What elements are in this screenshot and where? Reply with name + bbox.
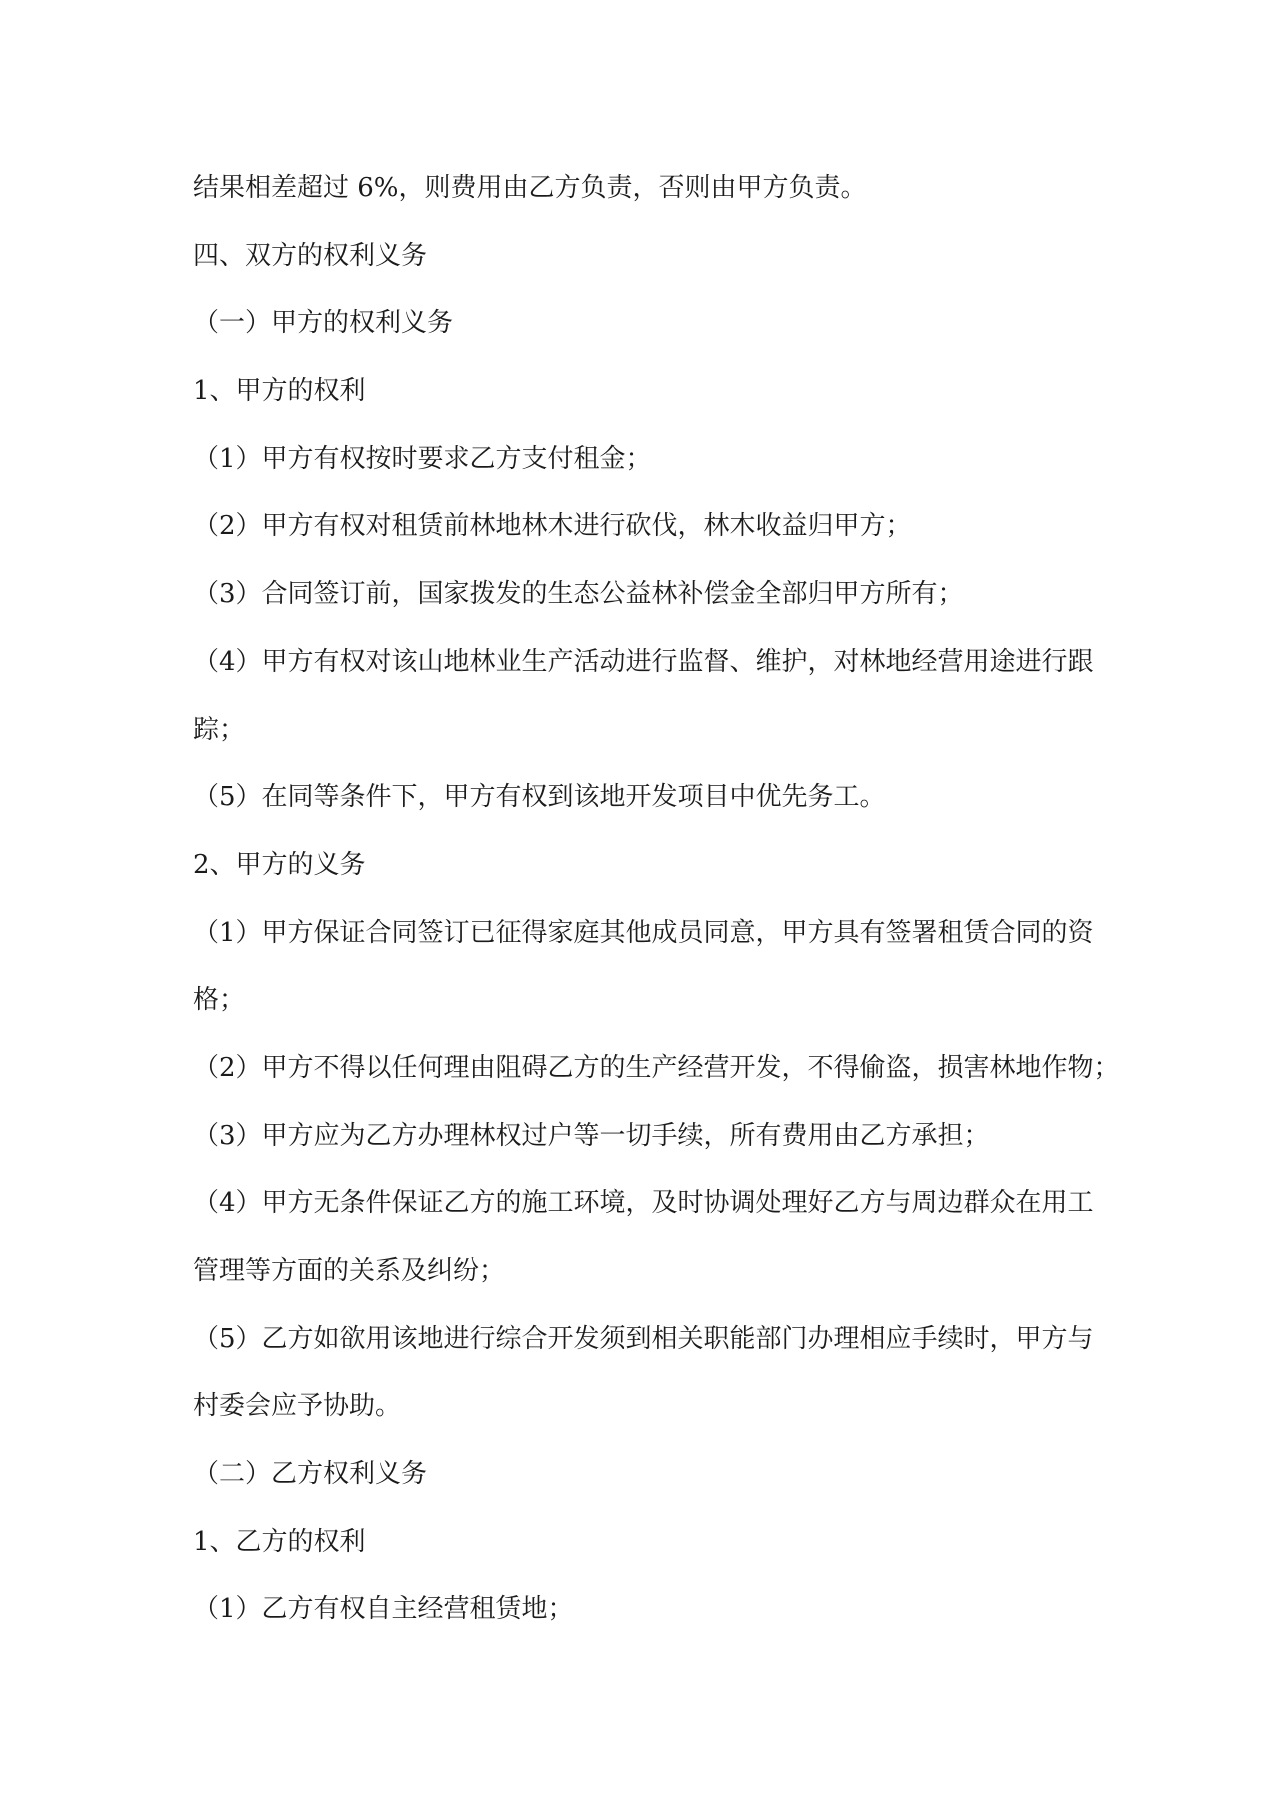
party-a-rights [193, 358, 1094, 832]
list-item [193, 900, 1094, 1035]
party-b-rights-obligations [193, 1441, 1088, 1644]
clause-heading-party-b-rights [193, 1509, 1088, 1577]
list-item [193, 561, 1088, 629]
list-item [193, 1306, 1094, 1441]
text-line: 结果相差超过 6%，则费用由乙方负责，否则由甲方负责。 [193, 173, 867, 203]
section-rights-obligations [193, 223, 1120, 1644]
clause-heading-text: 1、乙方的权利 [193, 1526, 366, 1557]
text-line: （3）合同签订前，国家拨发的生态公益林补偿金全部归甲方所有； [193, 579, 964, 610]
text-line: （1）甲方有权按时要求乙方支付租金； [193, 443, 652, 474]
section-heading [193, 223, 1088, 291]
party-b-rights [193, 1509, 1088, 1644]
text-line: 格； [193, 985, 246, 1016]
text-line: （4）甲方有权对该山地林业生产活动进行监督、维护，对林地经营用途进行跟 [193, 646, 1094, 677]
party-a-rights-obligations [193, 290, 1120, 1441]
text-line: （1）甲方保证合同签订已征得家庭其他成员同意，甲方具有签署租赁合同的资 [193, 917, 1094, 948]
list-item [193, 1035, 1120, 1103]
party-a-obligations [193, 832, 1120, 1441]
list-item [193, 764, 1088, 832]
text-line: （4）甲方无条件保证乙方的施工环境，及时协调处理好乙方与周边群众在用工 [193, 1188, 1094, 1219]
text-line: （2）甲方不得以任何理由阻碍乙方的生产经营开发，不得偷盗，损害林地作物； [193, 1052, 1120, 1083]
clause-heading-text: 1、甲方的权利 [193, 376, 366, 407]
section-heading-text: 四、双方的权利义务 [193, 240, 428, 271]
subsection-heading-party-b [193, 1441, 1088, 1509]
text-line: （3）甲方应为乙方办理林权过户等一切手续，所有费用由乙方承担； [193, 1120, 990, 1151]
text-line: （5）乙方如欲用该地进行综合开发须到相关职能部门办理相应手续时，甲方与 [193, 1323, 1094, 1354]
list-item [193, 493, 1088, 561]
list-item [193, 426, 1088, 494]
list-item [193, 1170, 1094, 1305]
list-item [193, 1576, 1088, 1644]
text-line: （2）甲方有权对租赁前林地林木进行砍伐，林木收益归甲方； [193, 511, 912, 542]
text-line: 管理等方面的关系及纠纷； [193, 1256, 506, 1286]
subsection-heading-text: （一）甲方的权利义务 [193, 308, 454, 339]
text-line: （1）乙方有权自主经营租赁地； [193, 1594, 574, 1625]
text-line: （5）在同等条件下，甲方有权到该地开发项目中优先务工。 [193, 782, 886, 813]
clause-heading-party-a-rights [193, 358, 1088, 426]
list-item [193, 1103, 1088, 1171]
subsection-heading-party-a [193, 290, 1088, 358]
text-line: 踪； [193, 714, 246, 745]
clause-heading-party-a-obligations [193, 832, 1088, 900]
text-line: 村委会应予协助。 [193, 1391, 402, 1422]
list-item [193, 629, 1094, 764]
carryover-paragraph [193, 155, 1088, 223]
document-body [193, 155, 1120, 1644]
subsection-heading-text: （二）乙方权利义务 [193, 1459, 428, 1490]
clause-heading-text: 2、甲方的义务 [193, 849, 366, 880]
